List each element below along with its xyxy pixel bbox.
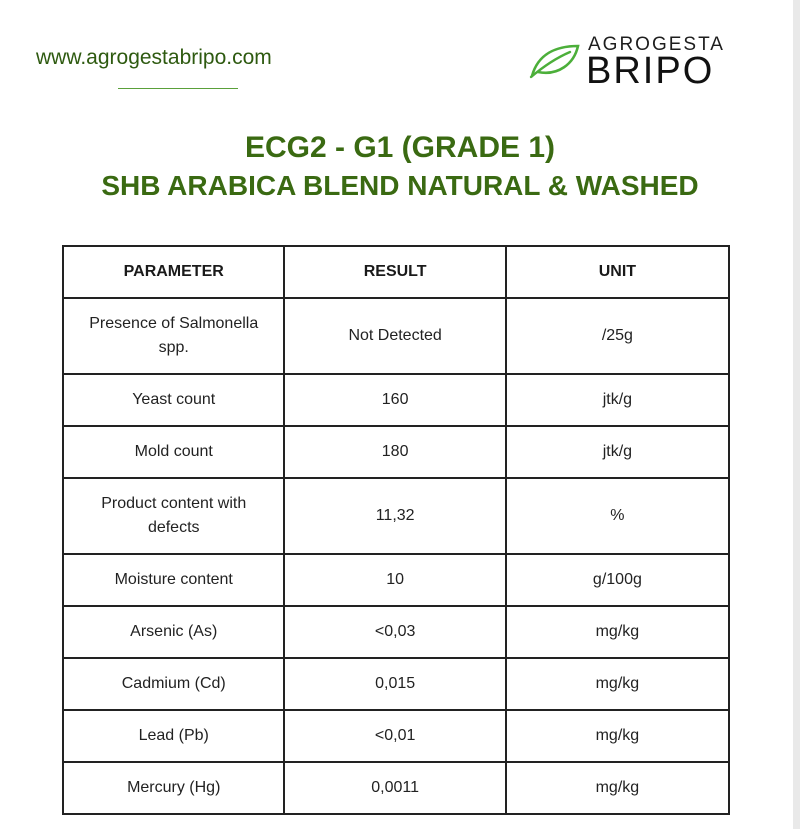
cell-result: 11,32	[284, 478, 505, 554]
logo-text-bottom: BRIPO	[586, 50, 715, 92]
cell-unit: mg/kg	[506, 606, 729, 658]
header-parameter: PARAMETER	[63, 246, 284, 298]
cell-unit: jtk/g	[506, 374, 729, 426]
header-result: RESULT	[284, 246, 505, 298]
page-title: ECG2 - G1 (GRADE 1)	[244, 131, 556, 164]
cell-unit: %	[506, 478, 729, 554]
cell-unit: mg/kg	[506, 762, 729, 814]
company-logo	[528, 32, 738, 92]
header-unit: UNIT	[506, 246, 729, 298]
cell-parameter: Mold count	[63, 426, 284, 478]
table-row	[63, 374, 729, 426]
cell-unit: mg/kg	[506, 710, 729, 762]
cell-result: 160	[284, 374, 505, 426]
cell-result: Not Detected	[284, 298, 505, 374]
table-row	[63, 710, 729, 762]
cell-parameter: Product content with defects	[63, 478, 284, 554]
cell-parameter: Yeast count	[63, 374, 284, 426]
leaf-icon	[528, 42, 580, 80]
cell-result: 0,015	[284, 658, 505, 710]
cell-parameter: Moisture content	[63, 554, 284, 606]
cell-result: <0,01	[284, 710, 505, 762]
table-row	[63, 478, 729, 554]
cell-unit: /25g	[506, 298, 729, 374]
page-subtitle: SHB ARABICA BLEND NATURAL & WASHED	[101, 170, 699, 201]
cell-result: 180	[284, 426, 505, 478]
table-row	[63, 658, 729, 710]
table-row	[63, 762, 729, 814]
page-edge	[793, 0, 800, 829]
table-row	[63, 426, 729, 478]
cell-result: <0,03	[284, 606, 505, 658]
logo-text-top: AGROGESTA	[588, 34, 725, 55]
cell-unit: mg/kg	[506, 658, 729, 710]
table-row	[63, 298, 729, 374]
cell-parameter: Arsenic (As)	[63, 606, 284, 658]
table-header-row	[63, 246, 729, 298]
cell-result: 10	[284, 554, 505, 606]
website-underline	[118, 88, 238, 89]
cell-parameter: Presence of Salmonella spp.	[63, 298, 284, 374]
cell-unit: g/100g	[506, 554, 729, 606]
cell-parameter: Mercury (Hg)	[63, 762, 284, 814]
specification-table	[62, 245, 730, 815]
cell-parameter: Cadmium (Cd)	[63, 658, 284, 710]
cell-parameter: Lead (Pb)	[63, 710, 284, 762]
table-row	[63, 554, 729, 606]
website-link[interactable]: www.agrogestabripo.com	[36, 46, 272, 69]
table-row	[63, 606, 729, 658]
cell-unit: jtk/g	[506, 426, 729, 478]
cell-result: 0,0011	[284, 762, 505, 814]
